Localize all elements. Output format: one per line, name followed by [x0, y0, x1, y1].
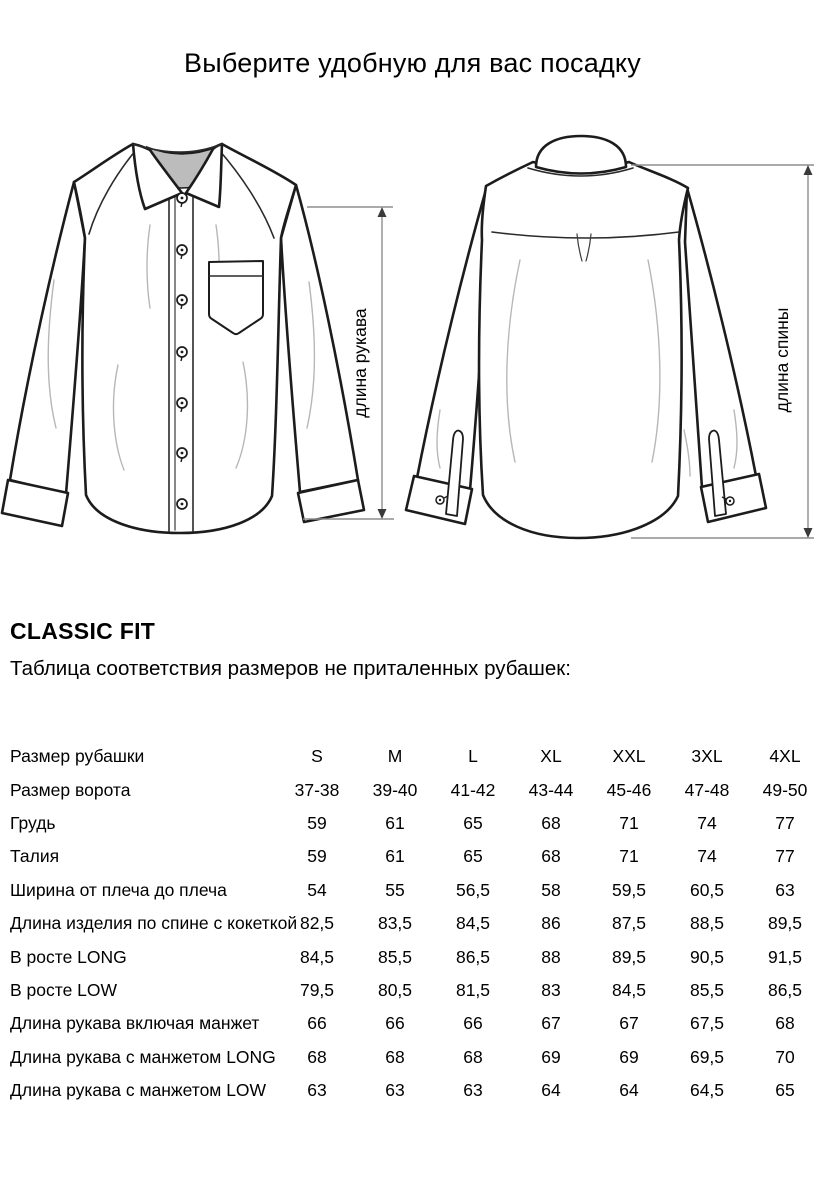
- arrow-down-icon: [378, 509, 387, 519]
- cell-value: 86,5: [767, 979, 803, 1000]
- back-collar: [536, 136, 626, 174]
- arrow-up-icon: [804, 165, 813, 175]
- cell-value: 84,5: [299, 946, 335, 967]
- cell-value: 65: [463, 846, 483, 867]
- cell-value: 83: [541, 979, 561, 1000]
- cell-value: 54: [307, 879, 327, 900]
- cell-value: 63: [385, 1080, 405, 1101]
- table-row: [10, 1074, 824, 1107]
- cell-value: 68: [541, 812, 561, 833]
- page-title: Выберите удобную для вас посадку: [184, 48, 641, 78]
- cell-value: 67,5: [689, 1013, 725, 1034]
- cell-value: 69: [541, 1046, 561, 1067]
- row-label: Размер рубашки: [10, 746, 145, 767]
- cell-value: 65: [775, 1080, 795, 1101]
- cell-value: 88,5: [689, 913, 725, 934]
- table-row: [10, 740, 824, 773]
- cell-value: 67: [541, 1013, 561, 1034]
- cell-value: 84,5: [611, 979, 647, 1000]
- cell-value: 64,5: [689, 1080, 725, 1101]
- cell-value: 66: [385, 1013, 405, 1034]
- cell-value: 68: [307, 1046, 327, 1067]
- cell-value: 41-42: [450, 779, 496, 800]
- cell-value: 4XL: [769, 746, 801, 767]
- cell-value: 74: [697, 812, 717, 833]
- row-label: Длина изделия по спине с кокеткой: [10, 913, 298, 934]
- cell-value: XXL: [612, 746, 646, 767]
- cell-value: 68: [541, 846, 561, 867]
- cell-value: 63: [463, 1080, 483, 1101]
- front-left-sleeve: [10, 182, 85, 494]
- back-length-label: длина спины: [772, 307, 792, 413]
- fit-section-heading: CLASSIC FIT: [10, 618, 156, 644]
- shirt-back-illustration: [400, 130, 825, 570]
- cell-value: 59: [307, 812, 327, 833]
- size-table: [10, 740, 824, 1107]
- row-label: Размер ворота: [10, 779, 131, 800]
- cell-value: 61: [385, 846, 405, 867]
- row-label: Ширина от плеча до плеча: [10, 879, 227, 900]
- cell-value: 90,5: [689, 946, 725, 967]
- cell-value: 37-38: [294, 779, 340, 800]
- row-label: В росте LONG: [10, 946, 127, 967]
- cell-value: 91,5: [767, 946, 803, 967]
- cell-value: 69,5: [689, 1046, 725, 1067]
- cell-value: 88: [541, 946, 561, 967]
- cell-value: 43-44: [528, 779, 574, 800]
- cell-value: 68: [775, 1013, 795, 1034]
- row-label: Длина рукава с манжетом LOW: [10, 1080, 267, 1101]
- cell-value: 39-40: [372, 779, 418, 800]
- back-right-sleeve: [685, 188, 756, 488]
- cell-value: 45-46: [606, 779, 652, 800]
- table-row: [10, 940, 824, 973]
- cell-value: 81,5: [455, 979, 491, 1000]
- cell-value: 85,5: [377, 946, 413, 967]
- front-right-sleeve: [281, 185, 358, 492]
- row-label: Длина рукава включая манжет: [10, 1013, 260, 1034]
- cell-value: 79,5: [299, 979, 335, 1000]
- cell-value: M: [387, 746, 403, 767]
- row-label: Длина рукава с манжетом LONG: [10, 1046, 276, 1067]
- cell-value: 55: [385, 879, 405, 900]
- cell-value: L: [468, 746, 478, 767]
- crease-line: [684, 430, 690, 476]
- cell-value: 83,5: [377, 913, 413, 934]
- table-row: [10, 974, 824, 1007]
- size-table-caption: Таблица соответствия размеров не приталенных рубашек:: [10, 657, 571, 680]
- cell-value: S: [311, 746, 323, 767]
- cell-value: 77: [775, 846, 795, 867]
- cell-value: 69: [619, 1046, 639, 1067]
- cell-value: 61: [385, 812, 405, 833]
- cell-value: 63: [775, 879, 795, 900]
- cell-value: 60,5: [689, 879, 725, 900]
- cell-value: 71: [619, 846, 639, 867]
- cell-value: 66: [307, 1013, 327, 1034]
- cell-value: 59,5: [611, 879, 647, 900]
- arrow-up-icon: [378, 207, 387, 217]
- size-table-body: [10, 740, 824, 1107]
- cell-value: 89,5: [611, 946, 647, 967]
- cell-value: 66: [463, 1013, 483, 1034]
- cell-value: 63: [307, 1080, 327, 1101]
- cell-value: 71: [619, 812, 639, 833]
- cell-value: 84,5: [455, 913, 491, 934]
- cell-value: 56,5: [455, 879, 491, 900]
- table-row: [10, 1041, 824, 1074]
- cell-value: 47-48: [684, 779, 730, 800]
- cell-value: 65: [463, 812, 483, 833]
- row-label: Грудь: [10, 812, 56, 833]
- arrow-down-icon: [804, 528, 813, 538]
- cell-value: 86: [541, 913, 561, 934]
- cell-value: 74: [697, 846, 717, 867]
- cell-value: 59: [307, 846, 327, 867]
- cell-value: 82,5: [299, 913, 335, 934]
- cell-value: 70: [775, 1046, 795, 1067]
- cell-value: 3XL: [691, 746, 723, 767]
- cell-value: 89,5: [767, 913, 803, 934]
- table-row: [10, 874, 824, 907]
- sleeve-length-label: длина рукава: [350, 308, 370, 418]
- back-body: [479, 162, 688, 538]
- cell-value: 85,5: [689, 979, 725, 1000]
- row-label: В росте LOW: [10, 979, 118, 1000]
- cell-value: XL: [540, 746, 562, 767]
- cell-value: 64: [619, 1080, 639, 1101]
- cell-value: 67: [619, 1013, 639, 1034]
- shirt-front-illustration: [0, 130, 400, 570]
- table-row: [10, 840, 824, 873]
- cell-value: 87,5: [611, 913, 647, 934]
- chest-pocket: [209, 261, 263, 334]
- cell-value: 86,5: [455, 946, 491, 967]
- cell-value: 68: [385, 1046, 405, 1067]
- cell-value: 77: [775, 812, 795, 833]
- cell-value: 64: [541, 1080, 561, 1101]
- table-row: [10, 773, 824, 806]
- table-row: [10, 1007, 824, 1040]
- table-row: [10, 907, 824, 940]
- cell-value: 68: [463, 1046, 483, 1067]
- row-label: Талия: [10, 846, 60, 867]
- cell-value: 80,5: [377, 979, 413, 1000]
- table-row: [10, 807, 824, 840]
- cell-value: 58: [541, 879, 561, 900]
- cell-value: 49-50: [762, 779, 808, 800]
